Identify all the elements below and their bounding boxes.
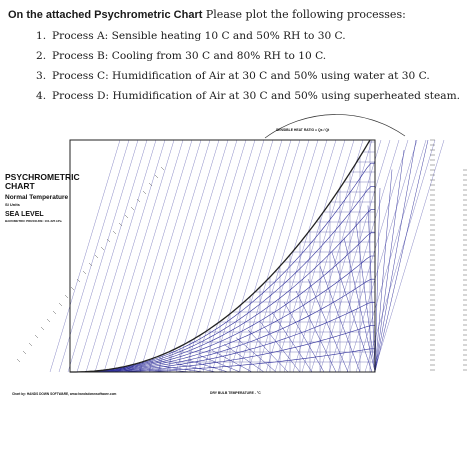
enthalpy-scale-tick (131, 207, 134, 210)
enthalpy-scale-tick (125, 215, 128, 218)
wet-bulb-line (375, 140, 416, 372)
enthalpy-line (140, 140, 210, 372)
enthalpy-line (104, 140, 174, 372)
process-list (36, 26, 460, 106)
enthalpy-line (77, 140, 147, 372)
enthalpy-line (167, 140, 237, 372)
enthalpy-line (176, 140, 246, 372)
enthalpy-scale-tick (59, 303, 62, 306)
question-heading-rest: Please plot the following processes: (202, 8, 406, 21)
chart-title-line2: CHART (5, 181, 35, 191)
chart-subtitle: Normal Temperature (5, 194, 69, 201)
enthalpy-line (149, 140, 219, 372)
enthalpy-line (95, 140, 165, 372)
process-item: 3. Process C: Humidification of Air at 30 C and 50% using water at 30 C. (36, 70, 430, 82)
enthalpy-line (329, 140, 399, 372)
enthalpy-line (248, 140, 318, 372)
enthalpy-line (266, 140, 336, 372)
protractor-arc (265, 114, 405, 138)
enthalpy-scale-tick (17, 359, 20, 362)
enthalpy-line (293, 140, 363, 372)
chart-grid-layer (17, 140, 467, 372)
process-item: 1. Process A: Sensible heating 10 C and 50% RH to 30 C. (36, 30, 346, 42)
chart-pressure: BAROMETRIC PRESSURE: 101.325 kPa (5, 219, 62, 223)
process-item: 2. Process B: Cooling from 30 C and 80% RH to 10 C. (36, 50, 327, 62)
enthalpy-line (113, 140, 183, 372)
wet-bulb-line (308, 279, 348, 372)
enthalpy-line (239, 140, 309, 372)
enthalpy-scale-tick (83, 271, 86, 274)
enthalpy-scale-tick (113, 231, 116, 234)
enthalpy-line (86, 140, 156, 372)
enthalpy-scale-tick (161, 167, 164, 170)
enthalpy-line (257, 140, 327, 372)
chart-footer: Chart by: HANDS DOWN SOFTWARE, www.handsdownsoftware.com (12, 392, 117, 396)
chart-units: SI Units (5, 202, 20, 207)
enthalpy-scale-tick (71, 287, 74, 290)
enthalpy-line (194, 140, 264, 372)
question-heading-lead: On the attached Psychrometric Chart (8, 9, 203, 21)
enthalpy-scale-tick (53, 311, 56, 314)
chart-title-line1: PSYCHROMETRIC (5, 172, 80, 182)
wet-bulb-line (375, 140, 428, 372)
enthalpy-line (212, 140, 282, 372)
enthalpy-line (158, 140, 228, 372)
enthalpy-scale-tick (65, 295, 68, 298)
enthalpy-scale-tick (143, 191, 146, 194)
enthalpy-line (131, 140, 201, 372)
enthalpy-scale-tick (101, 247, 104, 250)
enthalpy-scale-tick (155, 175, 158, 178)
top-axis-label: SENSIBLE HEAT RATIO = Qs / Qt (276, 128, 330, 132)
x-axis-label: DRY BULB TEMPERATURE - °C (210, 391, 261, 395)
enthalpy-scale-tick (47, 319, 50, 322)
psychrometric-chart-drawing (0, 110, 474, 450)
enthalpy-scale-tick (23, 351, 26, 354)
enthalpy-scale-tick (35, 335, 38, 338)
enthalpy-line (356, 140, 426, 372)
enthalpy-line (347, 140, 417, 372)
enthalpy-line (122, 140, 192, 372)
enthalpy-scale-tick (41, 327, 44, 330)
question-heading (8, 8, 406, 22)
psychrometric-chart (0, 110, 474, 450)
enthalpy-line (221, 140, 291, 372)
enthalpy-scale-tick (95, 255, 98, 258)
chart-sea-level: SEA LEVEL (5, 211, 44, 218)
enthalpy-scale-tick (29, 343, 32, 346)
process-item: 4. Process D: Humidification of Air at 30 C and 50% using superheated steam. (36, 90, 461, 102)
